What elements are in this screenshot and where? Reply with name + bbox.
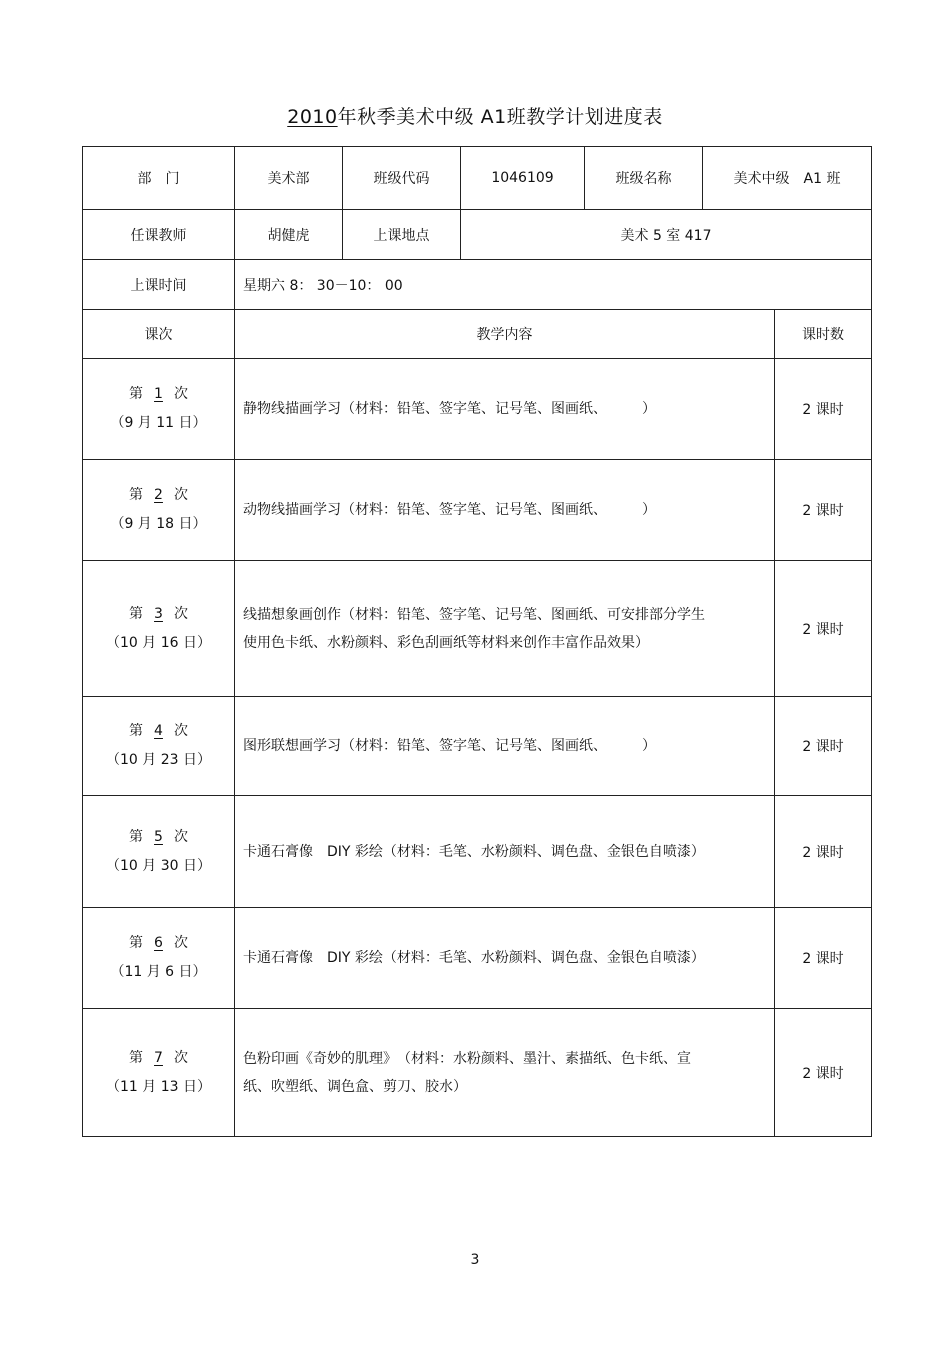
session-prefix: 第 [129, 723, 144, 739]
place-label: 上课地点 [343, 210, 461, 260]
session-date: （10 月 23 日） [106, 752, 211, 768]
session-prefix: 第 [129, 828, 144, 845]
lesson-content-cell [235, 561, 872, 697]
header-hours: 课时数 [774, 310, 871, 358]
lesson-row [83, 359, 872, 460]
class-code-value: 1046109 [461, 147, 585, 210]
lesson-content: 静物线描画学习（材料：铅笔、签字笔、记号笔、图画纸、 ） [243, 401, 656, 417]
time-value: 星期六 8： 30－10： 00 [235, 260, 872, 310]
session-number: 1 [154, 386, 163, 402]
lesson-content-cell [235, 908, 872, 1009]
lesson-hours: 2 课时 [774, 359, 871, 459]
lesson-content-cell [235, 796, 872, 908]
dept-label: 部 门 [83, 147, 235, 210]
session-number: 4 [154, 723, 163, 739]
lesson-session [83, 359, 235, 460]
lesson-hours: 2 课时 [774, 796, 871, 907]
lesson-content: 动物线描画学习（材料：铅笔、签字笔、记号笔、图画纸、 ） [243, 502, 656, 518]
lesson-content-cell [235, 697, 872, 796]
session-number: 2 [154, 487, 163, 503]
lesson-row [83, 460, 872, 561]
teacher-label: 任课教师 [83, 210, 235, 260]
lesson-session [83, 697, 235, 796]
teaching-plan-table [82, 146, 872, 1137]
lesson-row [83, 561, 872, 697]
info-row-3 [83, 260, 872, 310]
lesson-hours: 2 课时 [774, 561, 871, 696]
session-suffix: 次 [173, 828, 188, 845]
header-content [235, 310, 872, 359]
page-number: 3 [470, 1252, 480, 1268]
page-title [0, 102, 950, 129]
lesson-session [83, 796, 235, 908]
session-number: 3 [154, 605, 163, 622]
session-date: （9 月 18 日） [110, 516, 207, 532]
lesson-content: 色粉印画《奇妙的肌理》 （材料：水粉颜料、墨汁、素描纸、色卡纸、宣纸、吹塑纸、调色盒、剪刀、胶水） [243, 1050, 691, 1095]
session-date: （11 月 13 日） [106, 1078, 211, 1095]
session-date: （10 月 30 日） [106, 857, 211, 874]
session-prefix: 第 [129, 487, 144, 503]
session-suffix: 次 [173, 723, 188, 739]
lesson-session [83, 460, 235, 561]
lesson-row [83, 1009, 872, 1137]
lesson-session [83, 908, 235, 1009]
session-number: 5 [154, 828, 163, 845]
session-prefix: 第 [129, 605, 144, 622]
session-suffix: 次 [173, 487, 188, 503]
lesson-content: 图形联想画学习（材料：铅笔、签字笔、记号笔、图画纸、 ） [243, 738, 656, 754]
session-suffix: 次 [173, 386, 188, 402]
title-text: 年秋季美术中级 A1班教学计划进度表 [337, 106, 663, 128]
lesson-row [83, 697, 872, 796]
lesson-hours: 2 课时 [774, 460, 871, 560]
session-date: （11 月 6 日） [110, 964, 207, 980]
lesson-content-cell [235, 460, 872, 561]
session-date: （9 月 11 日） [110, 415, 207, 431]
lesson-content: 卡通石膏像 DIY 彩绘（材料：毛笔、水粉颜料、调色盘、金银色自喷漆） [243, 843, 705, 860]
class-name-label: 班级名称 [585, 147, 703, 210]
session-number: 7 [154, 1049, 163, 1066]
header-row [83, 310, 872, 359]
place-value: 美术 5 室 417 [461, 210, 872, 260]
session-prefix: 第 [129, 935, 144, 951]
lesson-content: 线描想象画创作（材料：铅笔、签字笔、记号笔、图画纸、可安排部分学生使用色卡纸、水粉颜料、彩色刮画纸等材料来创作丰富作品效果） [243, 606, 705, 651]
session-suffix: 次 [173, 605, 188, 622]
lesson-hours: 2 课时 [774, 908, 871, 1008]
lesson-hours: 2 课时 [774, 697, 871, 795]
session-suffix: 次 [173, 1049, 188, 1066]
lesson-content: 卡通石膏像 DIY 彩绘（材料：毛笔、水粉颜料、调色盘、金银色自喷漆） [243, 950, 705, 966]
session-prefix: 第 [129, 386, 144, 402]
session-date: （10 月 16 日） [106, 634, 211, 651]
lesson-row [83, 796, 872, 908]
session-prefix: 第 [129, 1049, 144, 1066]
time-label: 上课时间 [83, 260, 235, 310]
info-row-2 [83, 210, 872, 260]
lesson-content-cell [235, 1009, 872, 1137]
header-session: 课次 [83, 310, 235, 359]
lesson-row [83, 908, 872, 1009]
header-content-label: 教学内容 [476, 327, 533, 343]
lesson-content-cell [235, 359, 872, 460]
title-year: 2010 [287, 106, 338, 128]
session-suffix: 次 [173, 935, 188, 951]
info-row-1 [83, 147, 872, 210]
session-number: 6 [154, 935, 163, 951]
class-name-value: 美术中级 A1 班 [703, 147, 872, 210]
class-code-label: 班级代码 [343, 147, 461, 210]
teacher-value: 胡健虎 [235, 210, 343, 260]
lesson-session [83, 1009, 235, 1137]
lesson-session [83, 561, 235, 697]
dept-value: 美术部 [235, 147, 343, 210]
lesson-hours: 2 课时 [774, 1009, 871, 1136]
